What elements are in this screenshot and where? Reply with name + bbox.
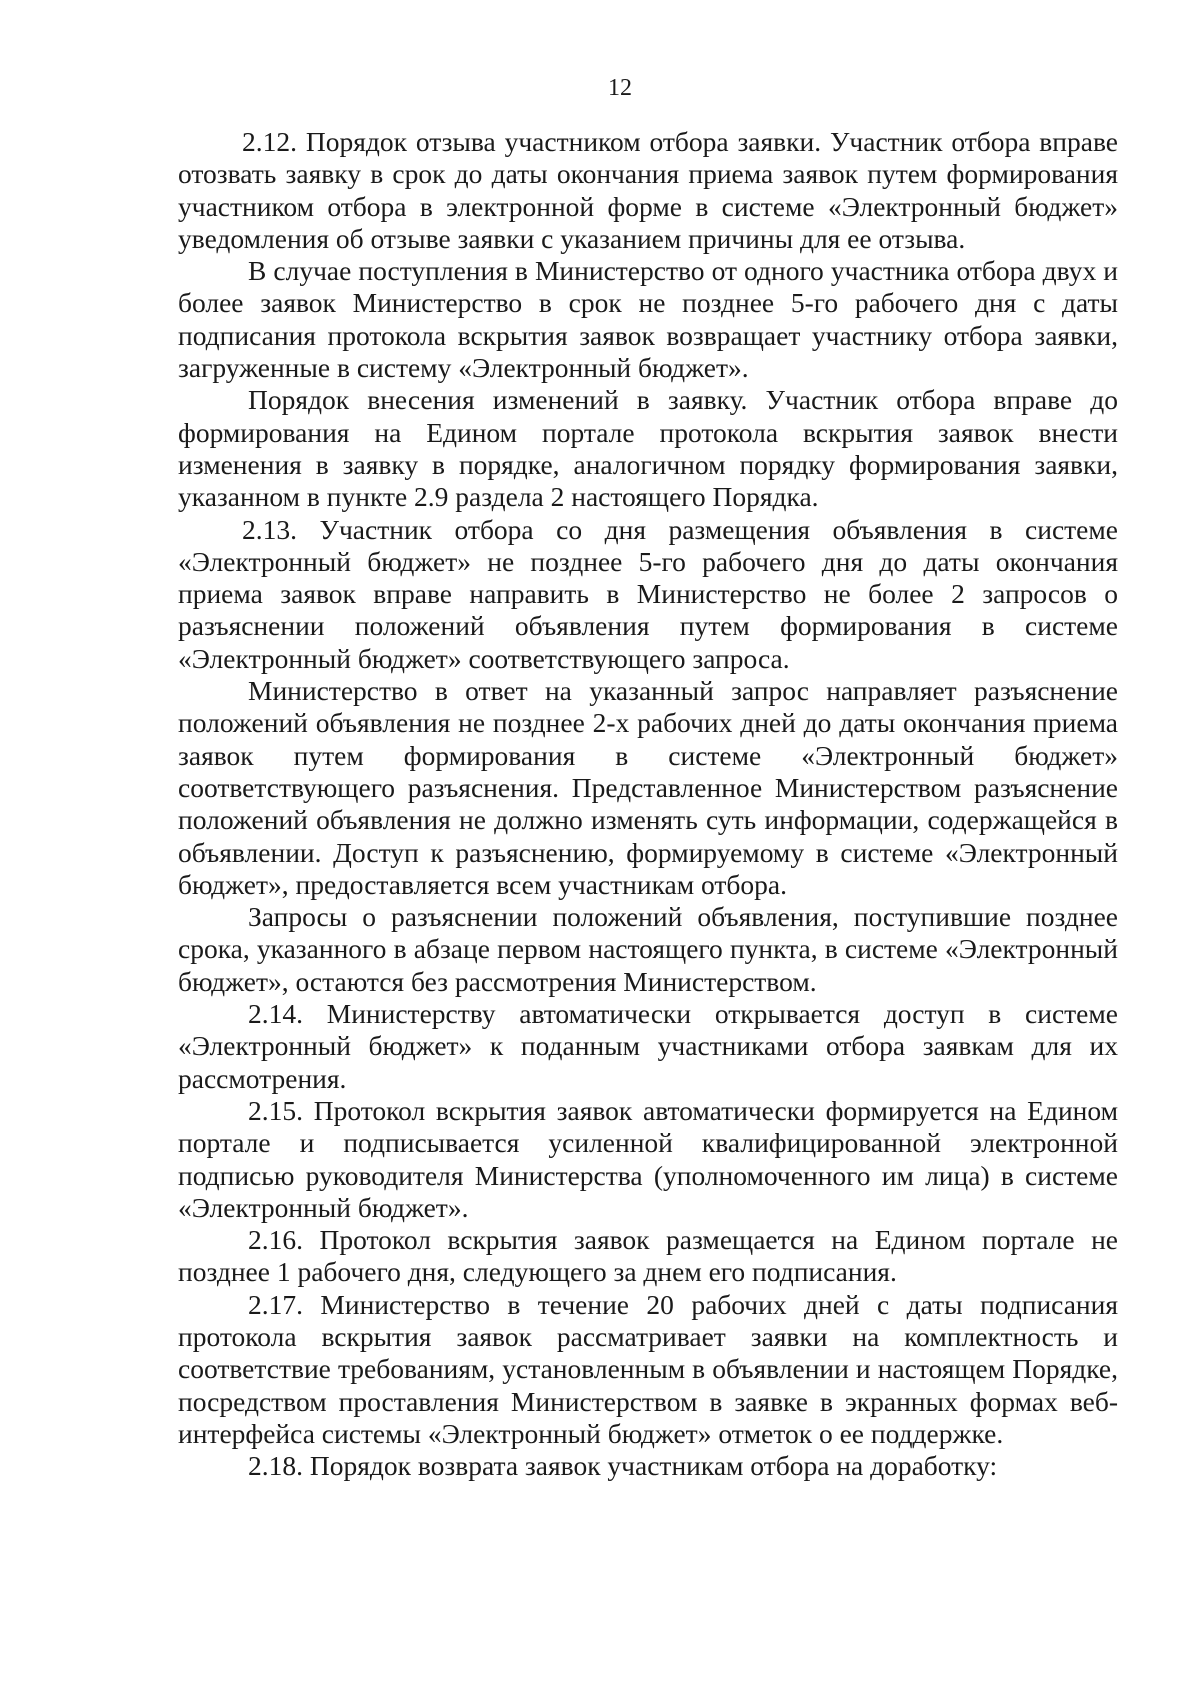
paragraph-2-12-changes: Порядок внесения изменений в заявку. Участник отбора вправе до формирования на Едином портале протокола вскрытия заявок внести изменения в заявку в порядке, аналогичном порядку формирования заявки, указанном в пункте 2.9 раздела 2 настоящего Порядка. — [178, 384, 1118, 513]
paragraph-2-13-late: Запросы о разъяснении положений объявления, поступившие позднее срока, указанного в абзаце первом настоящего пункта, в системе «Электронный бюджет», остаются без рассмотрения Министерством. — [178, 901, 1118, 997]
paragraph-2-16: 2.16. Протокол вскрытия заявок размещается на Едином портале не позднее 1 рабочего дня, следующего за днем его подписания. — [178, 1224, 1118, 1288]
document-body — [178, 126, 1118, 1482]
paragraph-2-18: 2.18. Порядок возврата заявок участникам отбора на доработку: — [248, 1450, 998, 1482]
paragraph-2-12: 2.12. Порядок отзыва участником отбора заявки. Участник отбора вправе отозвать заявку в срок до даты окончания приема заявок путем формирования участником отбора в электронной форме в системе «Электронный бюджет» уведомления об отзыве заявки с указанием причины для ее отзыва. — [178, 126, 1118, 254]
paragraph-2-13: 2.13. Участник отбора со дня размещения объявления в системе «Электронный бюджет» не позднее 5-го рабочего дня до даты окончания приема заявок вправе направить в Министерство не более 2 запросов о разъяснении положений объявления путем формирования в системе «Электронный бюджет» соответствующего запроса. — [178, 513, 1118, 674]
page-number: 12 — [608, 75, 632, 101]
paragraph-2-13-answer: Министерство в ответ на указанный запрос направляет разъяснение положений объявления не позднее 2-х рабочих дней до даты окончания приема заявок путем формирования в системе «Электронный бюджет» соответствующего разъяснения. Представленное Министерством разъяснение положений объявления не должно изменять суть информации, содержащейся в объявлении. Доступ к разъяснению, формируемому в системе «Электронный бюджет», предоставляется всем участникам отбора. — [178, 675, 1118, 900]
paragraph-2-12-return: В случае поступления в Министерство от одного участника отбора двух и более заявок Министерство в срок не позднее 5-го рабочего дня с даты подписания протокола вскрытия заявок возвращает участнику отбора заявки, загруженные в систему «Электронный бюджет». — [178, 255, 1118, 384]
paragraph-2-17: 2.17. Министерство в течение 20 рабочих дней с даты подписания протокола вскрытия заявок рассматривает заявки на комплектность и соответствие требованиям, установленным в объявлении и настоящем Порядке, посредством проставления Министерством в заявке в экранных формах веб-интерфейса системы «Электронный бюджет» отметок о ее поддержке. — [178, 1288, 1118, 1449]
paragraph-2-14: 2.14. Министерству автоматически открывается доступ в системе «Электронный бюджет» к поданным участниками отбора заявкам для их рассмотрения. — [178, 998, 1118, 1094]
paragraph-2-15: 2.15. Протокол вскрытия заявок автоматически формируется на Едином портале и подписывается усиленной квалифицированной электронной подписью руководителя Министерства (уполномоченного им лица) в системе «Электронный бюджет». — [178, 1094, 1118, 1223]
